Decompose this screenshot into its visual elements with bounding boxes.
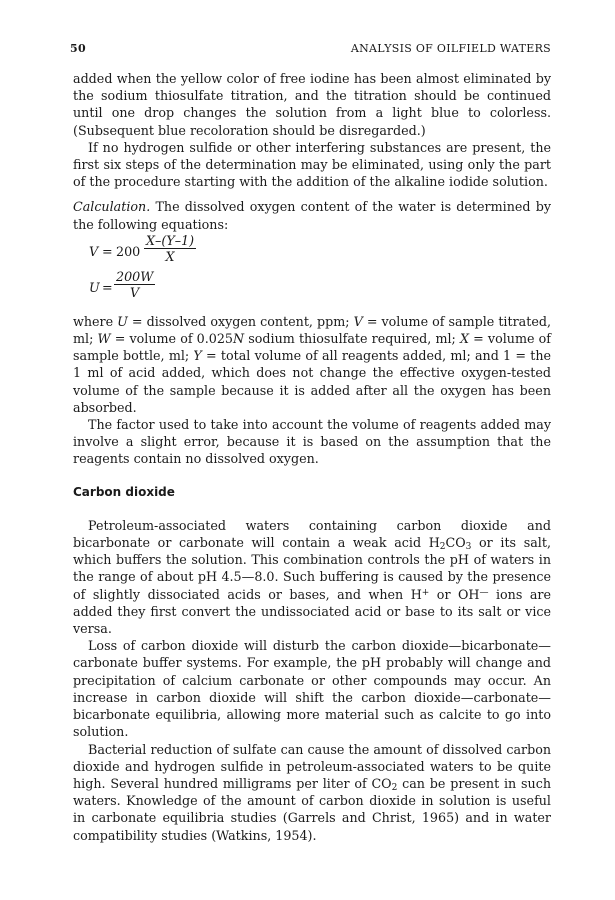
equation-u-numerator: 200W <box>116 268 154 284</box>
equation-u-equals: = <box>102 279 113 295</box>
superscript-plus: + <box>421 587 430 598</box>
equation-v <box>73 233 551 269</box>
paragraph-iodine-titration: added when the yellow color of free iodine has been almost eliminated by the sodium thiosulfate titration, and the titration should be continued until one drop changes the solution from a light blue to colorless. (Subsequent blue recoloration should be disregarded.) <box>73 71 551 138</box>
equation-u-lhs: U <box>89 279 100 295</box>
paragraph-calculation <box>73 198 551 232</box>
paragraph-bacterial-reduction <box>73 741 551 844</box>
page-header <box>70 40 551 58</box>
symbol-x: X <box>459 331 470 347</box>
subscript-2-co2: 2 <box>391 782 398 793</box>
running-title: ANALYSIS OF OILFIELD WATERS <box>350 42 551 55</box>
equation-u <box>73 269 551 305</box>
where-text-6: = volume of sample bottle, ml; <box>73 331 551 364</box>
calculation-label: Calculation. <box>73 199 151 215</box>
where-text-5: sodium thiosulfate required, ml; <box>244 331 460 347</box>
buffer-text-2: or its salt, which buffers the solution. This combination controls the pH of waters in the range of about pH 4.5—8.0. Such buffering is caused by the presence of slightly dissociated acids or bases, and when H <box>73 535 551 602</box>
document-page <box>70 40 551 844</box>
equation-u-fraction <box>114 269 155 301</box>
paragraph-co2-loss: Loss of carbon dioxide will disturb the carbon dioxide—bicarbonate—carbonate buffer systems. For example, the pH probably will change and precipitation of calcium carbonate or other compounds may occur. An increase in carbon dioxide will shift the carbon dioxide—carbonate—bicarbonate equilibria, allowing more material such as calcite to go into solution. <box>73 638 551 740</box>
buffer-text-3: or OH <box>429 586 480 602</box>
equation-v-denominator: X <box>165 248 175 264</box>
section-heading-carbon-dioxide: Carbon dioxide <box>73 484 175 499</box>
buffer-text-4: ions are added they first convert the undissociated acid or base to its salt or vice versa. <box>73 586 551 637</box>
equation-u-denominator: V <box>130 284 140 300</box>
where-text-4: = volume of 0.025 <box>110 331 234 347</box>
equation-v-fraction <box>144 233 196 265</box>
equation-v-equals: = <box>102 243 113 259</box>
paragraph-variable-definitions <box>73 313 551 416</box>
buffer-text-co: CO <box>445 535 466 551</box>
subscript-3: 3 <box>465 542 472 553</box>
equation-v-coefficient: 200 <box>116 243 141 259</box>
equation-v-numerator: X–(Y–1) <box>146 232 195 248</box>
symbol-y: Y <box>193 348 202 364</box>
symbol-w: W <box>97 331 111 347</box>
where-text-2: = dissolved oxygen content, ppm; <box>127 313 354 329</box>
calculation-text: The dissolved oxygen content of the water is determined by the following equations: <box>73 199 551 232</box>
paragraph-reagent-factor: The factor used to take into account the volume of reagents added may involve a slight error, because it is based on the assumption that the reagents contain no dissolved oxygen. <box>73 417 551 467</box>
bacterial-text-2: can be present in such waters. Knowledge of the amount of carbon dioxide in solution is useful in carbonate equilibria studies (Garrels and Christ, 1965) and in water compatibility studies (Watkins, 1954). <box>73 775 551 843</box>
superscript-minus: — <box>479 587 489 598</box>
paragraph-buffering <box>73 517 551 637</box>
paragraph-no-hydrogen-sulfide: If no hydrogen sulfide or other interfering substances are present, the first six steps of the determination may be eliminated, using only the part of the procedure starting with the addition of the alkaline iodide solution. <box>73 139 551 190</box>
bacterial-text-1: Bacterial reduction of sulfate can cause the amount of dissolved carbon dioxide and hydrogen sulfide in petroleum-associated waters to be quite high. Several hundred milligrams per liter of CO <box>73 741 551 791</box>
symbol-v: V <box>353 313 363 329</box>
symbol-u: U <box>117 313 128 329</box>
page-number: 50 <box>70 42 86 55</box>
where-text-3: = volume of sample titrated, ml; <box>73 313 551 347</box>
where-text-1: where <box>73 313 118 329</box>
equation-v-lhs: V <box>89 243 99 259</box>
buffer-text-1: Petroleum-associated waters containing carbon dioxide and bicarbonate or carbonate will contain a weak acid H <box>73 517 551 551</box>
subscript-2: 2 <box>439 542 446 553</box>
where-text-7: = total volume of all reagents added, ml; and 1 = the 1 ml of acid added, which does not change the effective oxygen-tested volume of the sample because it is added after all the oxygen has been absorbed. <box>73 348 551 415</box>
symbol-n: N <box>233 331 245 347</box>
